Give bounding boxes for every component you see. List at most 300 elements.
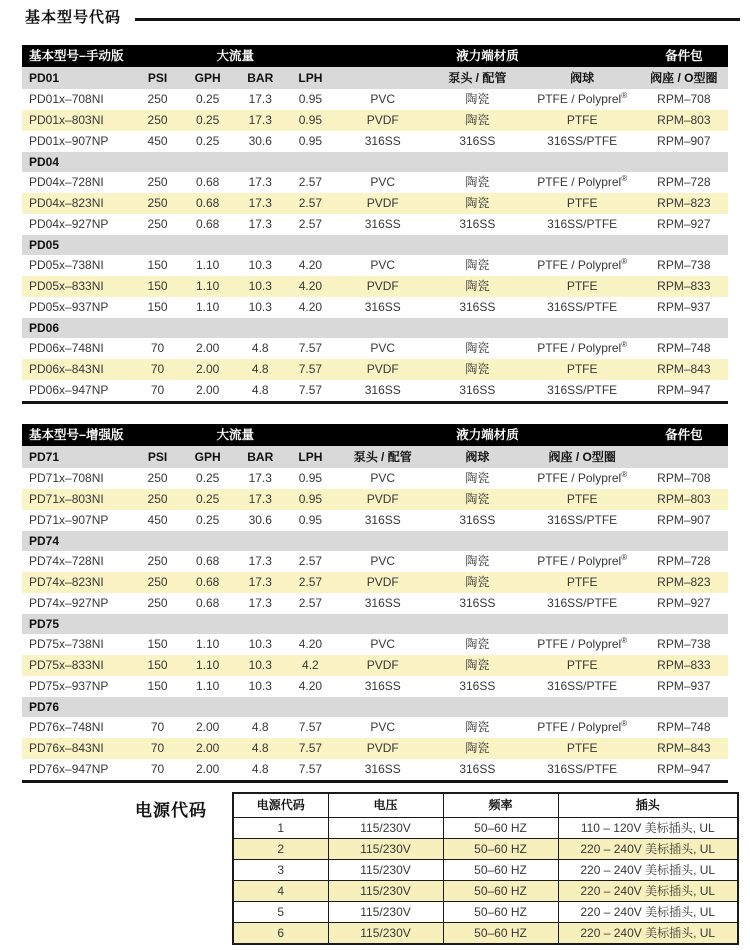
table-row <box>22 655 728 676</box>
table-cell: 316SS <box>459 217 496 231</box>
table-cell: PVDF <box>335 655 430 676</box>
table-cell: 316SS/PTFE <box>547 513 618 527</box>
table-cell: 1.10 <box>195 258 220 272</box>
table-row <box>22 110 728 131</box>
model-table-manual <box>22 45 728 404</box>
table-cell: PTFE <box>525 359 640 380</box>
model-code-cell: PD75x–937NP <box>29 679 109 693</box>
model-code-cell: PD74x–823NI <box>22 572 135 593</box>
table-cell: RPM–708 <box>657 92 711 106</box>
table-row <box>22 593 728 614</box>
registered-mark: ® <box>621 91 628 100</box>
table-cell: RPM–843 <box>640 359 728 380</box>
column-header: 阀球 <box>525 67 640 89</box>
table-row <box>22 297 728 318</box>
table-cell: 220 – 240V 美标插头, UL <box>558 902 738 923</box>
page-title: 基本型号代码 <box>25 9 122 26</box>
table-cell: 1.10 <box>195 679 220 693</box>
table-cell: 0.95 <box>285 489 335 510</box>
table-row <box>22 89 728 110</box>
table-cell: 250 <box>147 217 168 231</box>
table-cell: 2.00 <box>195 720 220 734</box>
power-table-row <box>233 839 738 860</box>
group-header-parts: 备件包 <box>640 424 728 446</box>
table-cell: 50–60 HZ <box>443 860 558 881</box>
table-cell: 陶瓷 <box>465 341 490 355</box>
table-cell: 250 <box>147 471 168 485</box>
column-header: PSI <box>135 67 180 89</box>
table-cell: PTFE <box>525 276 640 297</box>
table-cell: 陶瓷 <box>465 92 490 106</box>
table-cell: 2.57 <box>298 217 323 231</box>
table-cell: RPM–748 <box>657 341 711 355</box>
table-cell: 220 – 240V 美标插头, UL <box>558 881 738 902</box>
table-cell: 316SS/PTFE <box>547 762 618 776</box>
table-row <box>22 759 728 782</box>
column-header: 插头 <box>558 793 738 818</box>
table-cell: 316SS <box>459 679 496 693</box>
table-cell: 250 <box>147 596 168 610</box>
table-cell: 316SS <box>459 513 496 527</box>
power-table-row <box>233 902 738 923</box>
table-row <box>22 676 728 697</box>
table-cell: 2.00 <box>195 383 220 397</box>
section-row <box>22 697 728 717</box>
table-cell: 陶瓷 <box>430 359 525 380</box>
table-cell: 0.25 <box>195 471 220 485</box>
table-cell: 316SS <box>364 596 401 610</box>
section-row <box>22 531 728 551</box>
table-cell: 70 <box>135 359 180 380</box>
column-header: 电源代码 <box>233 793 328 818</box>
table-cell: 陶瓷 <box>430 655 525 676</box>
table-cell: 316SS <box>364 134 401 148</box>
table-cell: RPM–738 <box>657 258 711 272</box>
table-cell: RPM–937 <box>657 679 711 693</box>
table-row <box>22 572 728 593</box>
table-cell: PTFE / Polyprel® <box>537 91 628 106</box>
table-cell: 316SS/PTFE <box>547 217 618 231</box>
table-cell: 陶瓷 <box>465 554 490 568</box>
power-code-section <box>135 792 750 945</box>
table-cell: 陶瓷 <box>465 720 490 734</box>
table-cell: 4.20 <box>298 679 323 693</box>
table-row <box>22 255 728 276</box>
table-cell: 10.3 <box>248 637 272 651</box>
table-cell: 250 <box>135 572 180 593</box>
model-code-cell: PD71x–708NI <box>29 471 104 485</box>
table-cell: 2.00 <box>180 738 235 759</box>
registered-mark: ® <box>621 553 628 562</box>
column-header: GPH <box>180 67 235 89</box>
table-cell: 陶瓷 <box>465 258 490 272</box>
table-cell: PTFE <box>525 489 640 510</box>
table-cell: 70 <box>150 762 165 776</box>
table-cell: 115/230V <box>328 860 443 881</box>
table-cell: RPM–947 <box>657 383 711 397</box>
table-cell: 316SS <box>364 217 401 231</box>
table-cell: 250 <box>135 110 180 131</box>
table-cell: RPM–833 <box>640 276 728 297</box>
table-cell: PTFE <box>525 572 640 593</box>
table-cell: RPM–907 <box>657 134 711 148</box>
table-cell: 17.3 <box>248 175 272 189</box>
column-header-row <box>22 446 728 468</box>
table-cell: PVDF <box>335 738 430 759</box>
group-header-row <box>22 424 728 446</box>
group-header-parts: 备件包 <box>640 45 728 67</box>
table-cell: 2.00 <box>195 762 220 776</box>
table-cell: 220 – 240V 美标插头, UL <box>558 923 738 945</box>
registered-mark: ® <box>621 636 628 645</box>
table-cell: RPM–947 <box>657 762 711 776</box>
table-cell: 0.25 <box>180 489 235 510</box>
section-label: PD05 <box>22 235 728 255</box>
column-header: LPH <box>285 446 335 468</box>
group-header-title: 基本型号–手动版 <box>22 45 135 67</box>
power-table-row <box>233 923 738 945</box>
table-cell: 250 <box>147 175 168 189</box>
group-header-material: 液力端材质 <box>335 424 639 446</box>
table-cell: 10.3 <box>235 655 285 676</box>
column-header: 泵头 / 配管 <box>335 446 430 468</box>
section-row <box>22 152 728 172</box>
registered-mark: ® <box>621 340 628 349</box>
table-cell: 2.57 <box>298 596 323 610</box>
table-cell: PVDF <box>335 110 430 131</box>
column-header: BAR <box>235 446 285 468</box>
table-cell: 70 <box>150 341 165 355</box>
title-rule <box>135 18 740 21</box>
table-cell: 250 <box>147 554 168 568</box>
table-cell: RPM–843 <box>640 738 728 759</box>
table-cell: 陶瓷 <box>430 572 525 593</box>
table-cell: 1.10 <box>180 276 235 297</box>
table-row <box>22 489 728 510</box>
table-cell: 316SS <box>459 134 496 148</box>
table-cell: 316SS <box>459 383 496 397</box>
table-cell: 7.57 <box>298 341 323 355</box>
group-header-material: 液力端材质 <box>335 45 639 67</box>
table-cell: 316SS/PTFE <box>547 679 618 693</box>
column-header: 阀座 / O型圈 <box>640 67 728 89</box>
table-cell: 4.8 <box>251 341 269 355</box>
table-cell: 1.10 <box>195 300 220 314</box>
table-cell: PVDF <box>335 276 430 297</box>
table-cell: 5 <box>233 902 328 923</box>
table-cell: 250 <box>135 489 180 510</box>
table-cell: 150 <box>147 637 168 651</box>
model-code-cell: PD76x–748NI <box>29 720 104 734</box>
table-cell: 115/230V <box>328 818 443 839</box>
table-cell: RPM–833 <box>640 655 728 676</box>
table-cell: 0.68 <box>195 175 220 189</box>
table-cell: 17.3 <box>248 554 272 568</box>
table-cell: 316SS/PTFE <box>547 596 618 610</box>
table-cell: 316SS <box>364 679 401 693</box>
table-cell: 7.57 <box>298 720 323 734</box>
table-cell: 150 <box>135 276 180 297</box>
table-cell: 316SS <box>459 762 496 776</box>
table-cell: 2.00 <box>195 341 220 355</box>
table-cell: RPM–708 <box>657 471 711 485</box>
column-header-row <box>22 67 728 89</box>
table-cell: 30.6 <box>248 134 272 148</box>
power-header-row <box>233 793 738 818</box>
table-cell: 17.3 <box>235 193 285 214</box>
power-table-row <box>233 881 738 902</box>
column-header: GPH <box>180 446 235 468</box>
column-header <box>335 67 430 89</box>
table-cell: 3 <box>233 860 328 881</box>
column-header: PSI <box>135 446 180 468</box>
table-cell: 7.57 <box>298 762 323 776</box>
table-cell: PTFE <box>525 193 640 214</box>
table-cell: 70 <box>150 383 165 397</box>
group-header-title: 基本型号–增强版 <box>22 424 135 446</box>
table-cell: 0.68 <box>195 554 220 568</box>
column-header: BAR <box>235 67 285 89</box>
table-cell: 316SS <box>364 513 401 527</box>
table-cell: 220 – 240V 美标插头, UL <box>558 860 738 881</box>
model-code-cell: PD04x–823NI <box>22 193 135 214</box>
table-cell: 0.25 <box>180 110 235 131</box>
table-cell: 陶瓷 <box>430 738 525 759</box>
table-row <box>22 193 728 214</box>
registered-mark: ® <box>621 174 628 183</box>
table-cell: 115/230V <box>328 881 443 902</box>
model-table-enhanced <box>22 424 728 783</box>
table-row <box>22 172 728 193</box>
table-cell: PTFE / Polyprel® <box>537 470 628 485</box>
table-cell: 4 <box>233 881 328 902</box>
power-code-table <box>232 792 739 945</box>
column-header <box>640 446 728 468</box>
table-cell: 2 <box>233 839 328 860</box>
table-cell: 316SS <box>459 300 496 314</box>
table-cell: 1.10 <box>180 655 235 676</box>
column-header: 频率 <box>443 793 558 818</box>
table-cell: 陶瓷 <box>465 471 490 485</box>
section-label: PD04 <box>22 152 728 172</box>
column-header: LPH <box>285 67 335 89</box>
table-cell: 1 <box>233 818 328 839</box>
table-row <box>22 510 728 531</box>
table-cell: 316SS/PTFE <box>547 300 618 314</box>
table-cell: 7.57 <box>298 383 323 397</box>
table-cell: 4.2 <box>285 655 335 676</box>
table-cell: PTFE / Polyprel® <box>537 636 628 651</box>
table-cell: 450 <box>147 134 168 148</box>
table-cell: 4.20 <box>285 276 335 297</box>
table-row <box>22 468 728 489</box>
table-cell: 陶瓷 <box>430 193 525 214</box>
section-row <box>22 235 728 255</box>
table-cell: 4.8 <box>251 383 269 397</box>
model-code-cell: PD76x–947NP <box>29 762 109 776</box>
table-cell: RPM–803 <box>640 110 728 131</box>
table-cell: 70 <box>135 738 180 759</box>
table-cell: PVDF <box>335 193 430 214</box>
table-cell: 10.3 <box>235 276 285 297</box>
table-cell: 0.95 <box>298 471 323 485</box>
table-cell: PTFE <box>525 110 640 131</box>
table-cell: 17.3 <box>235 489 285 510</box>
column-header: 阀球 <box>430 446 525 468</box>
table-row <box>22 717 728 738</box>
table-cell: 6 <box>233 923 328 945</box>
table-cell: RPM–748 <box>657 720 711 734</box>
table-cell: 150 <box>147 300 168 314</box>
section-label: PD75 <box>22 614 728 634</box>
table-cell: 250 <box>135 193 180 214</box>
model-code-cell: PD04x–728NI <box>29 175 104 189</box>
table-cell: 4.20 <box>298 258 323 272</box>
section-label: PD06 <box>22 318 728 338</box>
table-cell: 150 <box>135 655 180 676</box>
registered-mark: ® <box>621 257 628 266</box>
model-code-cell: PD05x–738NI <box>29 258 104 272</box>
table-cell: 2.57 <box>285 572 335 593</box>
table-cell: 4.8 <box>235 359 285 380</box>
table-cell: PTFE <box>525 738 640 759</box>
model-code-cell: PD01x–907NP <box>29 134 109 148</box>
model-code-cell: PD01x–708NI <box>29 92 104 106</box>
table-cell: 2.57 <box>285 193 335 214</box>
table-cell: 4.20 <box>298 637 323 651</box>
group-header-flow: 大流量 <box>135 424 335 446</box>
table-cell: 4.8 <box>251 762 269 776</box>
table-row <box>22 214 728 235</box>
section-label: PD74 <box>22 531 728 551</box>
table-cell: 4.8 <box>251 720 269 734</box>
table-cell: 17.3 <box>248 471 272 485</box>
table-cell: PVC <box>370 637 396 651</box>
model-code-cell: PD06x–843NI <box>22 359 135 380</box>
table-cell: 50–60 HZ <box>443 881 558 902</box>
table-cell: 250 <box>147 92 168 106</box>
section-row <box>22 318 728 338</box>
table-cell: 50–60 HZ <box>443 818 558 839</box>
table-cell: 2.57 <box>298 554 323 568</box>
table-cell: PVDF <box>335 489 430 510</box>
table-cell: 316SS/PTFE <box>547 383 618 397</box>
column-header: PD71 <box>22 446 135 468</box>
table-cell: 0.25 <box>195 513 220 527</box>
table-cell: 17.3 <box>248 92 272 106</box>
table-cell: PTFE / Polyprel® <box>537 174 628 189</box>
table-cell: RPM–728 <box>657 554 711 568</box>
model-code-cell: PD06x–947NP <box>29 383 109 397</box>
table-row <box>22 359 728 380</box>
table-cell: PTFE / Polyprel® <box>537 719 628 734</box>
model-code-cell: PD05x–833NI <box>22 276 135 297</box>
model-code-cell: PD75x–833NI <box>22 655 135 676</box>
table-cell: PVDF <box>335 359 430 380</box>
table-cell: 450 <box>147 513 168 527</box>
registered-mark: ® <box>621 719 628 728</box>
table-cell: 4.8 <box>235 738 285 759</box>
table-cell: PTFE / Polyprel® <box>537 340 628 355</box>
table-cell: 70 <box>150 720 165 734</box>
table-cell: PVC <box>370 341 396 355</box>
table-cell: 2.00 <box>180 359 235 380</box>
table-cell: 316SS <box>364 300 401 314</box>
table-cell: 50–60 HZ <box>443 923 558 945</box>
section-row <box>22 614 728 634</box>
table-cell: 150 <box>147 258 168 272</box>
table-cell: 陶瓷 <box>465 637 490 651</box>
table-row <box>22 738 728 759</box>
table-row <box>22 338 728 359</box>
model-code-cell: PD74x–728NI <box>29 554 104 568</box>
table-cell: RPM–927 <box>657 217 711 231</box>
table-cell: RPM–738 <box>657 637 711 651</box>
section-label: PD76 <box>22 697 728 717</box>
column-header: 泵头 / 配管 <box>430 67 525 89</box>
table-cell: RPM–728 <box>657 175 711 189</box>
table-cell: RPM–937 <box>657 300 711 314</box>
page-title-bar <box>0 0 750 29</box>
table-cell: 0.68 <box>195 217 220 231</box>
table-cell: 10.3 <box>248 679 272 693</box>
table-cell: 2.57 <box>298 175 323 189</box>
table-cell: 0.68 <box>195 596 220 610</box>
table-row <box>22 634 728 655</box>
table-cell: 7.57 <box>285 738 335 759</box>
table-cell: 30.6 <box>248 513 272 527</box>
table-cell: 150 <box>147 679 168 693</box>
registered-mark: ® <box>621 470 628 479</box>
table-cell: 0.25 <box>195 92 220 106</box>
table-cell: 17.3 <box>248 217 272 231</box>
table-cell: 316SS <box>364 383 401 397</box>
table-cell: 115/230V <box>328 839 443 860</box>
table-cell: 17.3 <box>235 572 285 593</box>
table-cell: RPM–823 <box>640 572 728 593</box>
model-code-cell: PD74x–927NP <box>29 596 109 610</box>
model-code-cell: PD76x–843NI <box>22 738 135 759</box>
table-cell: PVC <box>370 175 396 189</box>
model-code-cell: PD04x–927NP <box>29 217 109 231</box>
table-cell: PVC <box>370 258 396 272</box>
table-cell: 陶瓷 <box>430 276 525 297</box>
table-cell: 220 – 240V 美标插头, UL <box>558 839 738 860</box>
table-row <box>22 380 728 403</box>
table-cell: 陶瓷 <box>430 110 525 131</box>
table-cell: 7.57 <box>285 359 335 380</box>
table-cell: 陶瓷 <box>465 175 490 189</box>
table-cell: 17.3 <box>235 110 285 131</box>
model-code-cell: PD06x–748NI <box>29 341 104 355</box>
table-cell: 0.68 <box>180 193 235 214</box>
power-code-label: 电源代码 <box>135 801 207 820</box>
table-cell: RPM–823 <box>640 193 728 214</box>
table-cell: 0.95 <box>285 110 335 131</box>
table-cell: PTFE <box>525 655 640 676</box>
table-cell: 115/230V <box>328 902 443 923</box>
table-cell: PVDF <box>335 572 430 593</box>
table-cell: 50–60 HZ <box>443 902 558 923</box>
group-header-row <box>22 45 728 67</box>
table-cell: 316SS <box>459 596 496 610</box>
table-cell: PTFE / Polyprel® <box>537 257 628 272</box>
table-cell: 0.95 <box>298 134 323 148</box>
table-cell: PTFE / Polyprel® <box>537 553 628 568</box>
table-cell: 316SS/PTFE <box>547 134 618 148</box>
table-cell: 0.95 <box>298 513 323 527</box>
table-cell: 0.95 <box>298 92 323 106</box>
